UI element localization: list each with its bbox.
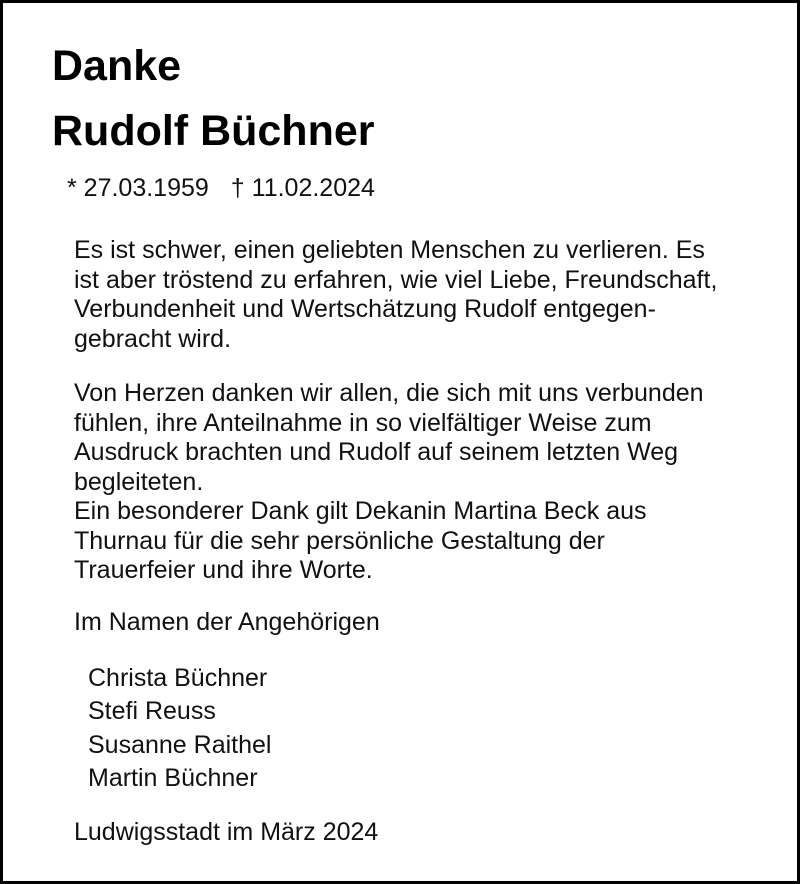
place-and-date: Ludwigsstadt im März 2024: [74, 818, 379, 846]
text-line: Es ist schwer, einen geliebten Menschen zu verlieren. Es: [74, 236, 705, 264]
life-dates: [67, 173, 375, 203]
text-line: gebracht wird.: [74, 324, 232, 353]
mourner-name: Stefi Reuss: [88, 697, 216, 726]
text-line: ist aber tröstend zu erfahren, wie viel Liebe, Freundschaft,: [74, 265, 718, 294]
text-line: Trauerfeier und ihre Worte.: [74, 556, 373, 584]
thanks-paragraph-2: [74, 379, 704, 586]
mourner-name: Martin Büchner: [88, 763, 258, 792]
text-line: Ein besonderer Dank gilt Dekanin Martina Beck aus: [74, 497, 647, 525]
text-line: begleiteten.: [74, 467, 204, 496]
mourner-list: [88, 662, 271, 795]
text-line: Verbundenheit und Wertschätzung Rudolf entgegen-: [74, 295, 656, 323]
deceased-name: Rudolf Büchner: [52, 107, 375, 155]
signoff-line: Im Namen der Angehörigen: [74, 608, 380, 636]
birth-date: * 27.03.1959: [67, 174, 209, 202]
text-line: fühlen, ihre Anteilnahme in so vielfältiger Weise zum: [74, 408, 652, 437]
text-line: Thurnau für die sehr persönliche Gestaltung der: [74, 526, 605, 555]
mourner-name: Susanne Raithel: [88, 730, 272, 759]
headline-danke: Danke: [52, 42, 182, 90]
text-line: Von Herzen danken wir allen, die sich mit uns verbunden: [74, 379, 704, 407]
thanks-paragraph-1: [74, 236, 717, 354]
death-date: † 11.02.2024: [230, 174, 375, 202]
mourner-name: Christa Büchner: [88, 664, 268, 692]
text-line: Ausdruck brachten und Rudolf auf seinem letzten Weg: [74, 438, 679, 466]
